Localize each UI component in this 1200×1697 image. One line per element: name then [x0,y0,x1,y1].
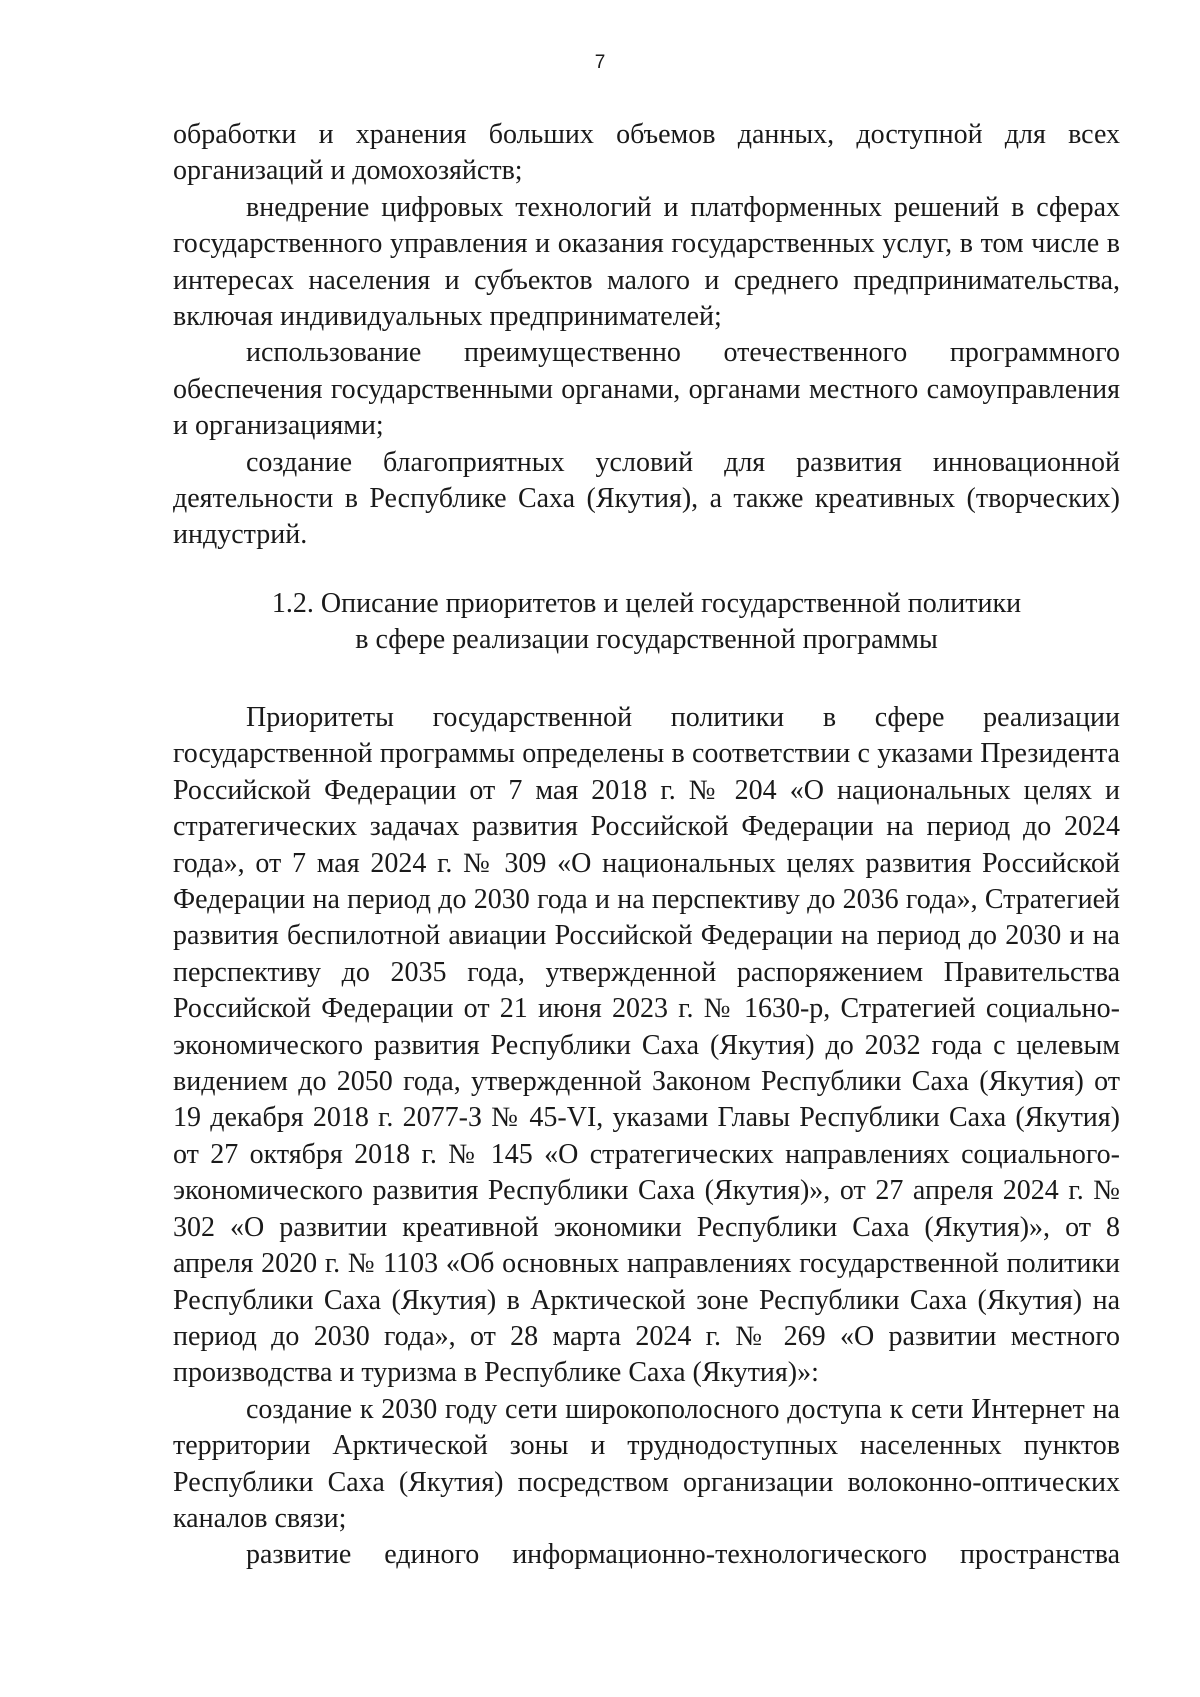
paragraph: использование преимущественно отечественного программного обеспечения государственными органами, органами местного самоуправления и организациями; [173,337,1120,442]
section-heading-line-2: в сфере реализации государственной программы [355,624,938,656]
paragraph: создание к 2030 году сети широкополосного доступа к сети Интернет на территории Арктической зоны и труднодоступных населенных пунктов Республики Саха (Якутия) посредством организации волоконно-оптических каналов связи; [173,1393,1120,1534]
page-number: 7 [594,52,606,73]
paragraph: создание благоприятных условий для развития инновационной деятельности в Республике Саха (Якутия), а также креативных (творческих) индустрий. [173,446,1120,551]
section-heading-line-1: 1.2. Описание приоритетов и целей государственной политики [271,588,1022,619]
section-heading [173,586,1120,659]
top-text-block [173,117,1120,554]
paragraph: внедрение цифровых технологий и платформенных решений в сферах государственного управления и оказания государственных услуг, в том числе в интересах населения и субъектов малого и среднего предпринимательства, включая индивидуальных предпринимателей; [173,191,1120,333]
paragraph-continued: развитие единого информационно-технологического пространства [246,1539,1120,1571]
paragraph: Приоритеты государственной политики в сфере реализации государственной программы определены в соответствии с указами Президента Российской Федерации от 7 мая 2018 г. № 204 «О национальных целях и стратегических задачах развития Российской Федерации на период до 2024 года», от 7 мая 2024 г. № 309 «О национальных целях развития Российской Федерации на период до 2030 года и на перспективу до 2036 года», Стратегией развития беспилотной авиации Российской Федерации на период до 2030 и на перспективу до 2035 года, утвержденной распоряжением Правительства Российской Федерации от 21 июня 2023 г. № 1630-р, Стратегией социально-экономического развития Республики Саха (Якутия) до 2032 года с целевым видением до 2050 года, утвержденной Законом Республики Саха (Якутия) от 19 декабря 2018 г. 2077-З № 45-VI, указами Главы Республики Саха (Якутия) от 27 октября 2018 г. № 145 «О стратегических направлениях социального-экономического развития Республики Саха (Якутия)», от 27 апреля 2024 г. № 302 «О развитии креативной экономики Республики Саха (Якутия)», от 8 апреля 2020 г. № 1103 «Об основных направлениях государственной политики Республики Саха (Якутия) в Арктической зоне Республики Саха (Якутия) на период до 2030 года», от 28 марта 2024 г. № 269 «О развитии местного производства и туризма в Республике Саха (Якутия)»: [173,702,1120,1389]
main-text-block [173,700,1120,1574]
paragraph: обработки и хранения больших объемов данных, доступной для всех организаций и домохозяйств; [173,119,1120,187]
